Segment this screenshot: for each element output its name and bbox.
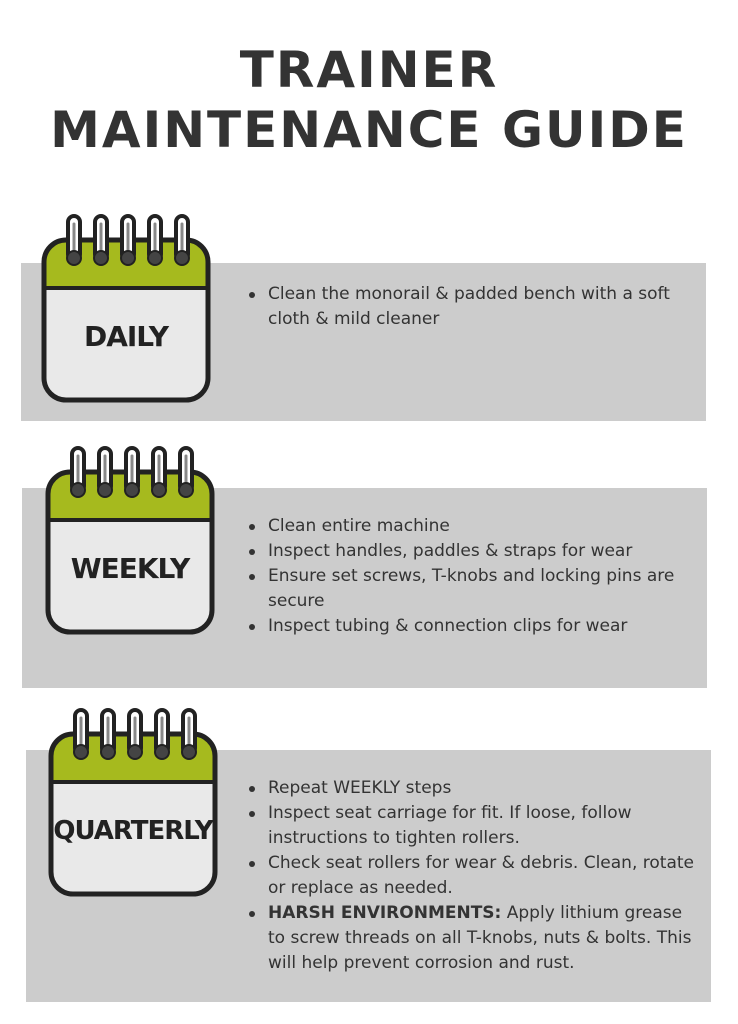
list-item: Repeat WEEKLY steps	[247, 776, 699, 801]
quarterly-list	[247, 776, 699, 976]
title-line-1: TRAINER	[239, 41, 499, 99]
calendar-graphic	[44, 216, 208, 400]
list-item: Clean the monorail & padded bench with a soft cloth & mild cleaner	[247, 282, 687, 332]
calendar-graphic	[48, 448, 212, 632]
harsh-environments-label: HARSH ENVIRONMENTS:	[268, 903, 502, 923]
daily-calendar-icon	[40, 212, 212, 404]
title-line-2: MAINTENANCE GUIDE	[50, 101, 688, 159]
list-item: Clean entire machine	[247, 514, 697, 539]
weekly-calendar-icon	[44, 444, 216, 636]
list-item: Inspect handles, paddles & straps for wear	[247, 539, 697, 564]
quarterly-calendar-icon	[47, 706, 219, 898]
calendar-graphic	[51, 710, 215, 894]
list-item: Check seat rollers for wear & debris. Clean, rotate or replace as needed.	[247, 851, 699, 901]
quarterly-label: QUARTERLY	[53, 816, 213, 846]
list-item: Inspect tubing & connection clips for wear	[247, 614, 697, 639]
daily-label: DAILY	[83, 320, 169, 353]
list-item: Inspect seat carriage for fit. If loose, follow instructions to tighten rollers.	[247, 801, 699, 851]
list-item: HARSH ENVIRONMENTS: Apply lithium grease to screw threads on all T-knobs, nuts & bolts. This will help prevent corrosion and rust.	[247, 901, 699, 976]
page-title	[0, 40, 738, 160]
weekly-list	[247, 514, 697, 639]
weekly-label: WEEKLY	[70, 552, 190, 585]
list-item: Ensure set screws, T-knobs and locking pins are secure	[247, 564, 697, 614]
daily-list	[247, 282, 687, 332]
